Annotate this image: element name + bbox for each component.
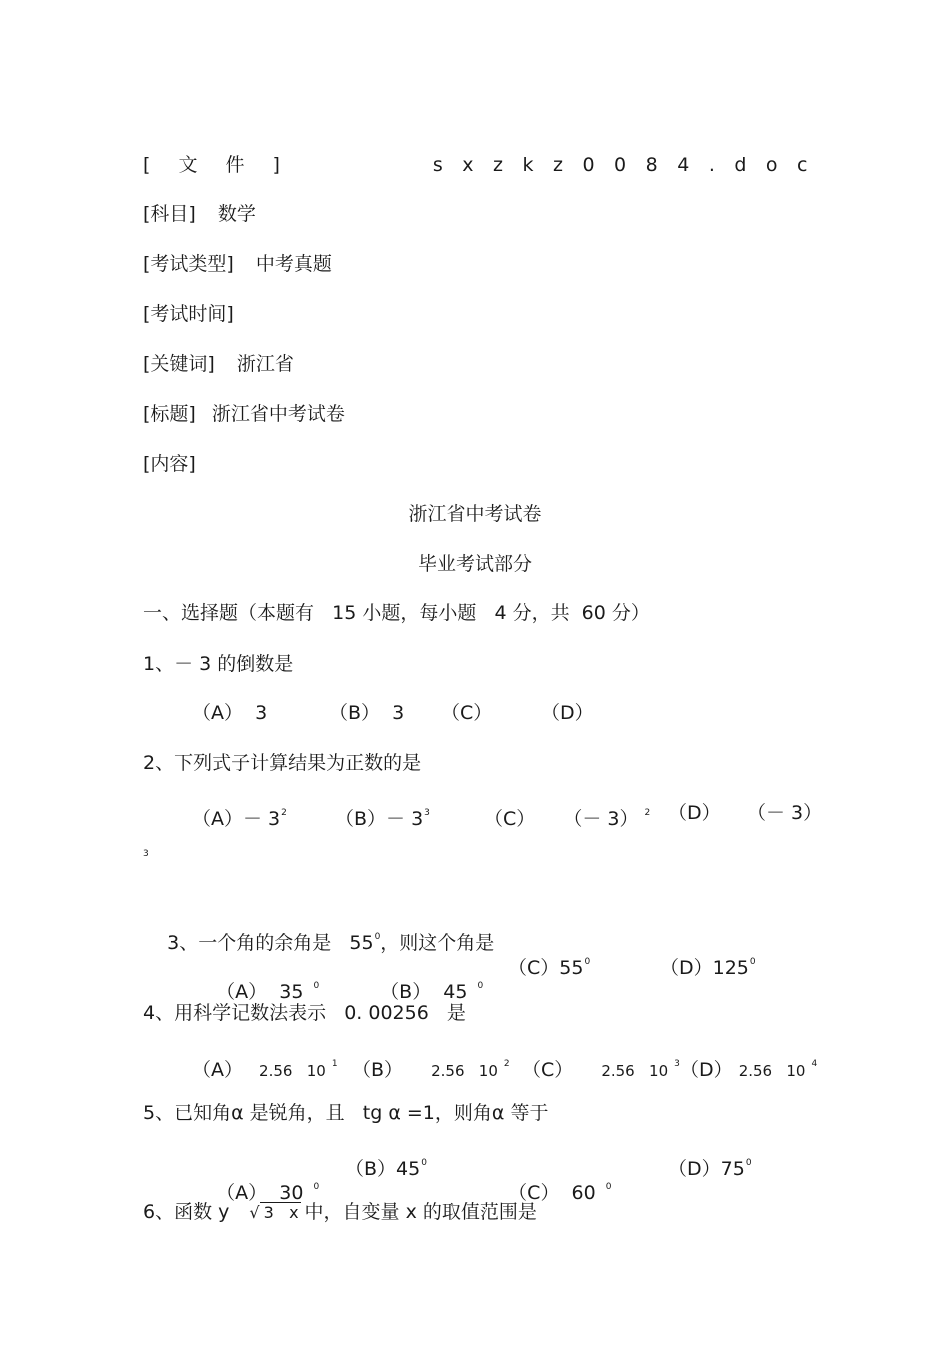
title-row xyxy=(143,402,345,426)
q4-a-value: 2.56 10 xyxy=(259,1062,326,1080)
q4-a-label: （A） xyxy=(192,1059,243,1081)
question-6-stem xyxy=(143,1200,537,1225)
q3-d-exponent: 0 xyxy=(749,957,756,967)
q4-c-value: 2.56 10 xyxy=(601,1062,669,1080)
q3-c-base: （C）55 xyxy=(508,957,584,979)
exam-type-label: [考试类型] xyxy=(143,253,234,275)
q4-d-label: （D） xyxy=(680,1059,733,1081)
q2-d-exponent-wrapped: 3 xyxy=(143,849,149,859)
file-row xyxy=(143,153,827,177)
q4-c-label: （C） xyxy=(522,1059,574,1081)
q6-sqrt-expression xyxy=(249,1200,300,1225)
q5-option-d xyxy=(668,1151,752,1181)
q4-b-value: 2.56 10 xyxy=(431,1062,498,1080)
keyword-value: 浙江省 xyxy=(236,353,294,375)
q3-b-base: （B） 45 xyxy=(380,981,468,1003)
content-row xyxy=(143,452,196,476)
q3-c-exponent: 0 xyxy=(584,957,591,967)
title-value: 浙江省中考试卷 xyxy=(211,403,345,425)
question-4-stem: 4、用科学记数法表示 0. 00256 是 xyxy=(143,1002,466,1024)
q5-a-exponent: 0 xyxy=(313,1182,320,1192)
exam-time-label: [考试时间] xyxy=(143,303,234,325)
doc-subtitle: 毕业考试部分 xyxy=(417,553,532,575)
q5-a-base: （A） 30 xyxy=(216,1182,304,1204)
q4-a-exponent: 1 xyxy=(331,1059,338,1069)
content-label: [内容] xyxy=(143,453,196,475)
q5-c-exponent: 0 xyxy=(605,1182,612,1192)
file-name: sxzkz0084.doc xyxy=(432,154,827,176)
q2-b-base: （B）－ 3 xyxy=(335,808,424,830)
sqrt-symbol-icon: √ xyxy=(249,1203,260,1222)
q3-d-base: （D）125 xyxy=(660,957,749,979)
question-2-stem: 2、下列式子计算结果为正数的是 xyxy=(143,752,422,774)
q3-option-c xyxy=(508,950,590,980)
q2-a-base: （A）－ 3 xyxy=(192,808,281,830)
q4-option-c xyxy=(522,1052,680,1083)
q4-option-d xyxy=(680,1052,817,1083)
q6-stem-end: 中，自变量 x 的取值范围是 xyxy=(304,1201,537,1223)
q6-stem-start: 6、函数 y xyxy=(143,1201,230,1223)
question-5-stem: 5、已知角α 是锐角，且 tg α =1，则角α 等于 xyxy=(143,1102,549,1124)
q3-a-exponent: 0 xyxy=(313,981,320,991)
section-heading: 一、选择题（本题有 15 小题，每小题 4 分，共 60 分） xyxy=(143,602,650,624)
keyword-row xyxy=(143,352,294,376)
q3-stem-end: ，则这个角是 xyxy=(380,932,495,954)
q1-option-b: （B） 3 xyxy=(329,702,405,724)
subject-row xyxy=(143,202,256,226)
q4-c-exponent: 3 xyxy=(674,1059,680,1069)
q2-a-exponent: 2 xyxy=(281,808,287,818)
q4-d-value: 2.56 10 xyxy=(738,1062,806,1080)
q5-b-base: （B）45 xyxy=(345,1158,421,1180)
q1-option-a: （A） 3 xyxy=(192,702,268,724)
q2-option-b xyxy=(335,801,430,831)
q4-d-exponent: 4 xyxy=(811,1059,818,1069)
q2-option-c xyxy=(484,801,650,831)
q2-c-base: （－ 3） xyxy=(563,808,639,830)
q5-d-base: （D）75 xyxy=(668,1158,745,1180)
q5-option-b xyxy=(345,1151,427,1181)
subject-label: [科目] xyxy=(143,203,196,225)
q3-option-d xyxy=(660,950,756,980)
exam-time-row xyxy=(143,302,234,326)
q3-b-exponent: 0 xyxy=(477,981,484,991)
q3-stem-start: 3、一个角的余角是 55 xyxy=(167,932,374,954)
q1-option-c: （C） xyxy=(441,702,493,724)
q3-stem-exponent: 0 xyxy=(374,932,381,942)
title-label: [标题] xyxy=(143,403,196,425)
q2-option-d xyxy=(668,801,721,825)
file-label: [ 文 件 ] xyxy=(143,154,282,176)
exam-type-value: 中考真题 xyxy=(255,253,332,275)
q4-b-exponent: 2 xyxy=(503,1059,510,1069)
q6-radicand: 3 x xyxy=(260,1202,301,1222)
q2-option-a xyxy=(192,801,287,831)
q2-c-label: （C） xyxy=(484,808,536,830)
q4-option-a xyxy=(192,1052,338,1083)
q5-d-exponent: 0 xyxy=(745,1158,752,1168)
q5-b-exponent: 0 xyxy=(421,1158,427,1168)
question-1-stem: 1、－ 3 的倒数是 xyxy=(143,653,294,675)
exam-type-row xyxy=(143,252,332,276)
q3-a-base: （A） 35 xyxy=(216,981,304,1003)
q5-c-base: （C） 60 xyxy=(508,1182,596,1204)
q2-c-exponent: 2 xyxy=(644,808,651,818)
q4-b-label: （B） xyxy=(352,1059,404,1081)
subject-value: 数学 xyxy=(217,203,256,225)
keyword-label: [关键词] xyxy=(143,353,215,375)
q2-d-label: （D） xyxy=(668,802,721,824)
q2-d-base: （－ 3） xyxy=(747,802,823,824)
doc-title: 浙江省中考试卷 xyxy=(408,503,542,525)
q4-option-b xyxy=(352,1052,510,1083)
q2-b-exponent: 3 xyxy=(424,808,430,818)
q1-option-d: （D） xyxy=(541,702,594,724)
